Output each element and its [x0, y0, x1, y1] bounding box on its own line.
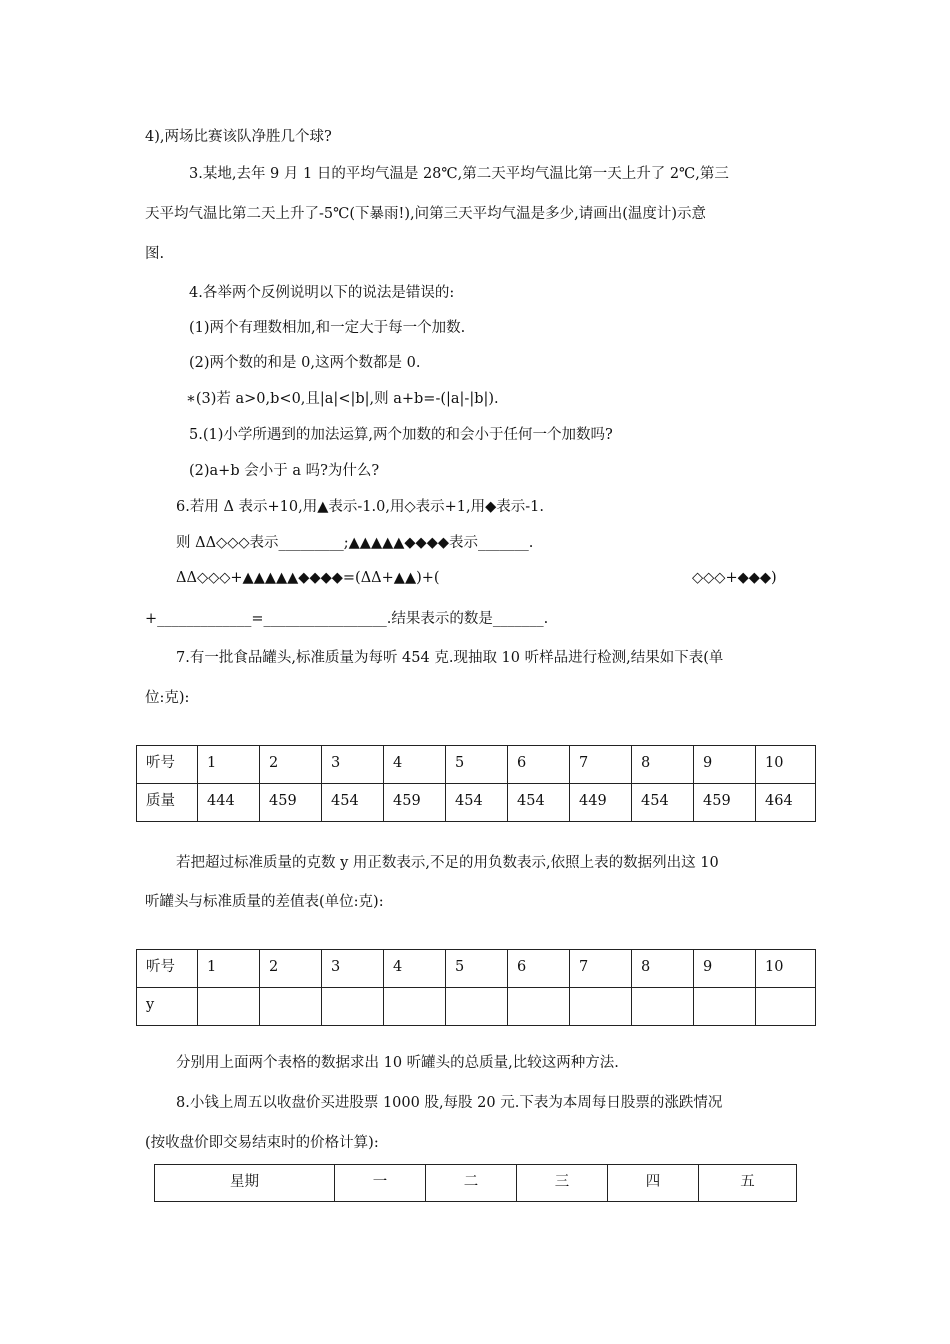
- table-cell: 五: [699, 1165, 797, 1202]
- table-row: [137, 784, 816, 822]
- problem-7-line-2: 位:克):: [145, 690, 190, 706]
- table-cell: 444: [198, 784, 260, 822]
- problem-4-part-1: (1)两个有理数相加,和一定大于每一个加数.: [189, 320, 466, 336]
- table-cell: 10: [756, 746, 816, 784]
- table-cell-blank: [322, 988, 384, 1026]
- problem-6-line-1: 6.若用 Δ 表示+10,用▲表示-1.0,用◇表示+1,用◆表示-1.: [176, 499, 544, 515]
- table-row: [155, 1165, 797, 1202]
- problem-7-line-4: 听罐头与标准质量的差值表(单位:克):: [145, 894, 384, 910]
- table-cell: 8: [632, 950, 694, 988]
- table-cell: 454: [508, 784, 570, 822]
- table-cell-blank: [570, 988, 632, 1026]
- table-cell: 459: [384, 784, 446, 822]
- text-line: 4),两场比赛该队净胜几个球?: [145, 129, 332, 145]
- problem-8-line-2: (按收盘价即交易结束时的价格计算):: [145, 1135, 379, 1151]
- table-row: [137, 950, 816, 988]
- table-cell: 454: [446, 784, 508, 822]
- table-cell-blank: [446, 988, 508, 1026]
- table-cell: 5: [446, 950, 508, 988]
- problem-6-line-3a: ΔΔ◇◇◇+▲▲▲▲▲◆◆◆◆=(ΔΔ+▲▲)+(: [176, 570, 440, 586]
- table-cell: 2: [260, 746, 322, 784]
- problem-7-line-1: 7.有一批食品罐头,标准质量为每听 454 克.现抽取 10 听样品进行检测,结果如下表(单: [176, 650, 724, 666]
- table-cell-blank: [260, 988, 322, 1026]
- table-cell: 一: [335, 1165, 426, 1202]
- table-cell: 质量: [137, 784, 198, 822]
- table-cell-blank: [632, 988, 694, 1026]
- table-cell: 二: [426, 1165, 517, 1202]
- problem-7-line-3: 若把超过标准质量的克数 y 用正数表示,不足的用负数表示,依照上表的数据列出这 10: [176, 855, 719, 871]
- table-cell: 1: [198, 950, 260, 988]
- table-cell: 9: [694, 746, 756, 784]
- table-cell: 三: [517, 1165, 608, 1202]
- table-cell: 7: [570, 950, 632, 988]
- table-cell: 四: [608, 1165, 699, 1202]
- table-cell: 10: [756, 950, 816, 988]
- table-cell: 3: [322, 746, 384, 784]
- table-cell-blank: [508, 988, 570, 1026]
- problem-3-line-1: 3.某地,去年 9 月 1 日的平均气温是 28℃,第二天平均气温比第一天上升了 2℃,第三: [189, 166, 729, 182]
- table-cell: 1: [198, 746, 260, 784]
- table-cell: 9: [694, 950, 756, 988]
- table-cell: 8: [632, 746, 694, 784]
- difference-table: [136, 949, 816, 1026]
- table-cell: y: [137, 988, 198, 1026]
- problem-8-line-1: 8.小钱上周五以收盘价买进股票 1000 股,每股 20 元.下表为本周每日股票的涨跌情况: [176, 1095, 723, 1111]
- problem-6-line-3b: ◇◇◇+◆◆◆): [692, 570, 777, 586]
- problem-3-line-2: 天平均气温比第二天上升了-5℃(下暴雨!),问第三天平均气温是多少,请画出(温度计)示意: [145, 206, 707, 222]
- problem-4-title: 4.各举两个反例说明以下的说法是错误的:: [189, 285, 455, 301]
- table-cell: 449: [570, 784, 632, 822]
- problem-5-part-1: 5.(1)小学所遇到的加法运算,两个加数的和会小于任何一个加数吗?: [189, 427, 613, 443]
- table-cell: 5: [446, 746, 508, 784]
- problem-7-line-5: 分别用上面两个表格的数据求出 10 听罐头的总质量,比较这两种方法.: [176, 1055, 619, 1071]
- problem-4-part-3: ∗(3)若 a>0,b<0,且|a|<|b|,则 a+b=-(|a|-|b|).: [186, 391, 499, 407]
- table-cell: 459: [260, 784, 322, 822]
- table-cell-blank: [756, 988, 816, 1026]
- problem-3-line-3: 图.: [145, 246, 165, 262]
- table-row: [137, 746, 816, 784]
- table-cell: 464: [756, 784, 816, 822]
- table-cell: 听号: [137, 950, 198, 988]
- table-cell: 459: [694, 784, 756, 822]
- table-cell: 454: [322, 784, 384, 822]
- table-cell-blank: [694, 988, 756, 1026]
- table-cell-blank: [198, 988, 260, 1026]
- table-cell: 4: [384, 950, 446, 988]
- table-cell: 6: [508, 950, 570, 988]
- table-cell: 星期: [155, 1165, 335, 1202]
- table-cell-blank: [384, 988, 446, 1026]
- problem-6-line-4: +_____________=_________________.结果表示的数是_______.: [145, 611, 549, 627]
- table-cell: 听号: [137, 746, 198, 784]
- problem-6-line-2: 则 ΔΔ◇◇◇表示_________;▲▲▲▲▲◆◆◆◆表示_______.: [176, 535, 534, 551]
- table-cell: 7: [570, 746, 632, 784]
- table-cell: 4: [384, 746, 446, 784]
- mass-table: [136, 745, 816, 822]
- stock-week-table: [154, 1164, 797, 1202]
- table-cell: 2: [260, 950, 322, 988]
- table-row: [137, 988, 816, 1026]
- table-cell: 454: [632, 784, 694, 822]
- problem-5-part-2: (2)a+b 会小于 a 吗?为什么?: [189, 463, 380, 479]
- problem-4-part-2: (2)两个数的和是 0,这两个数都是 0.: [189, 355, 421, 371]
- table-cell: 3: [322, 950, 384, 988]
- table-cell: 6: [508, 746, 570, 784]
